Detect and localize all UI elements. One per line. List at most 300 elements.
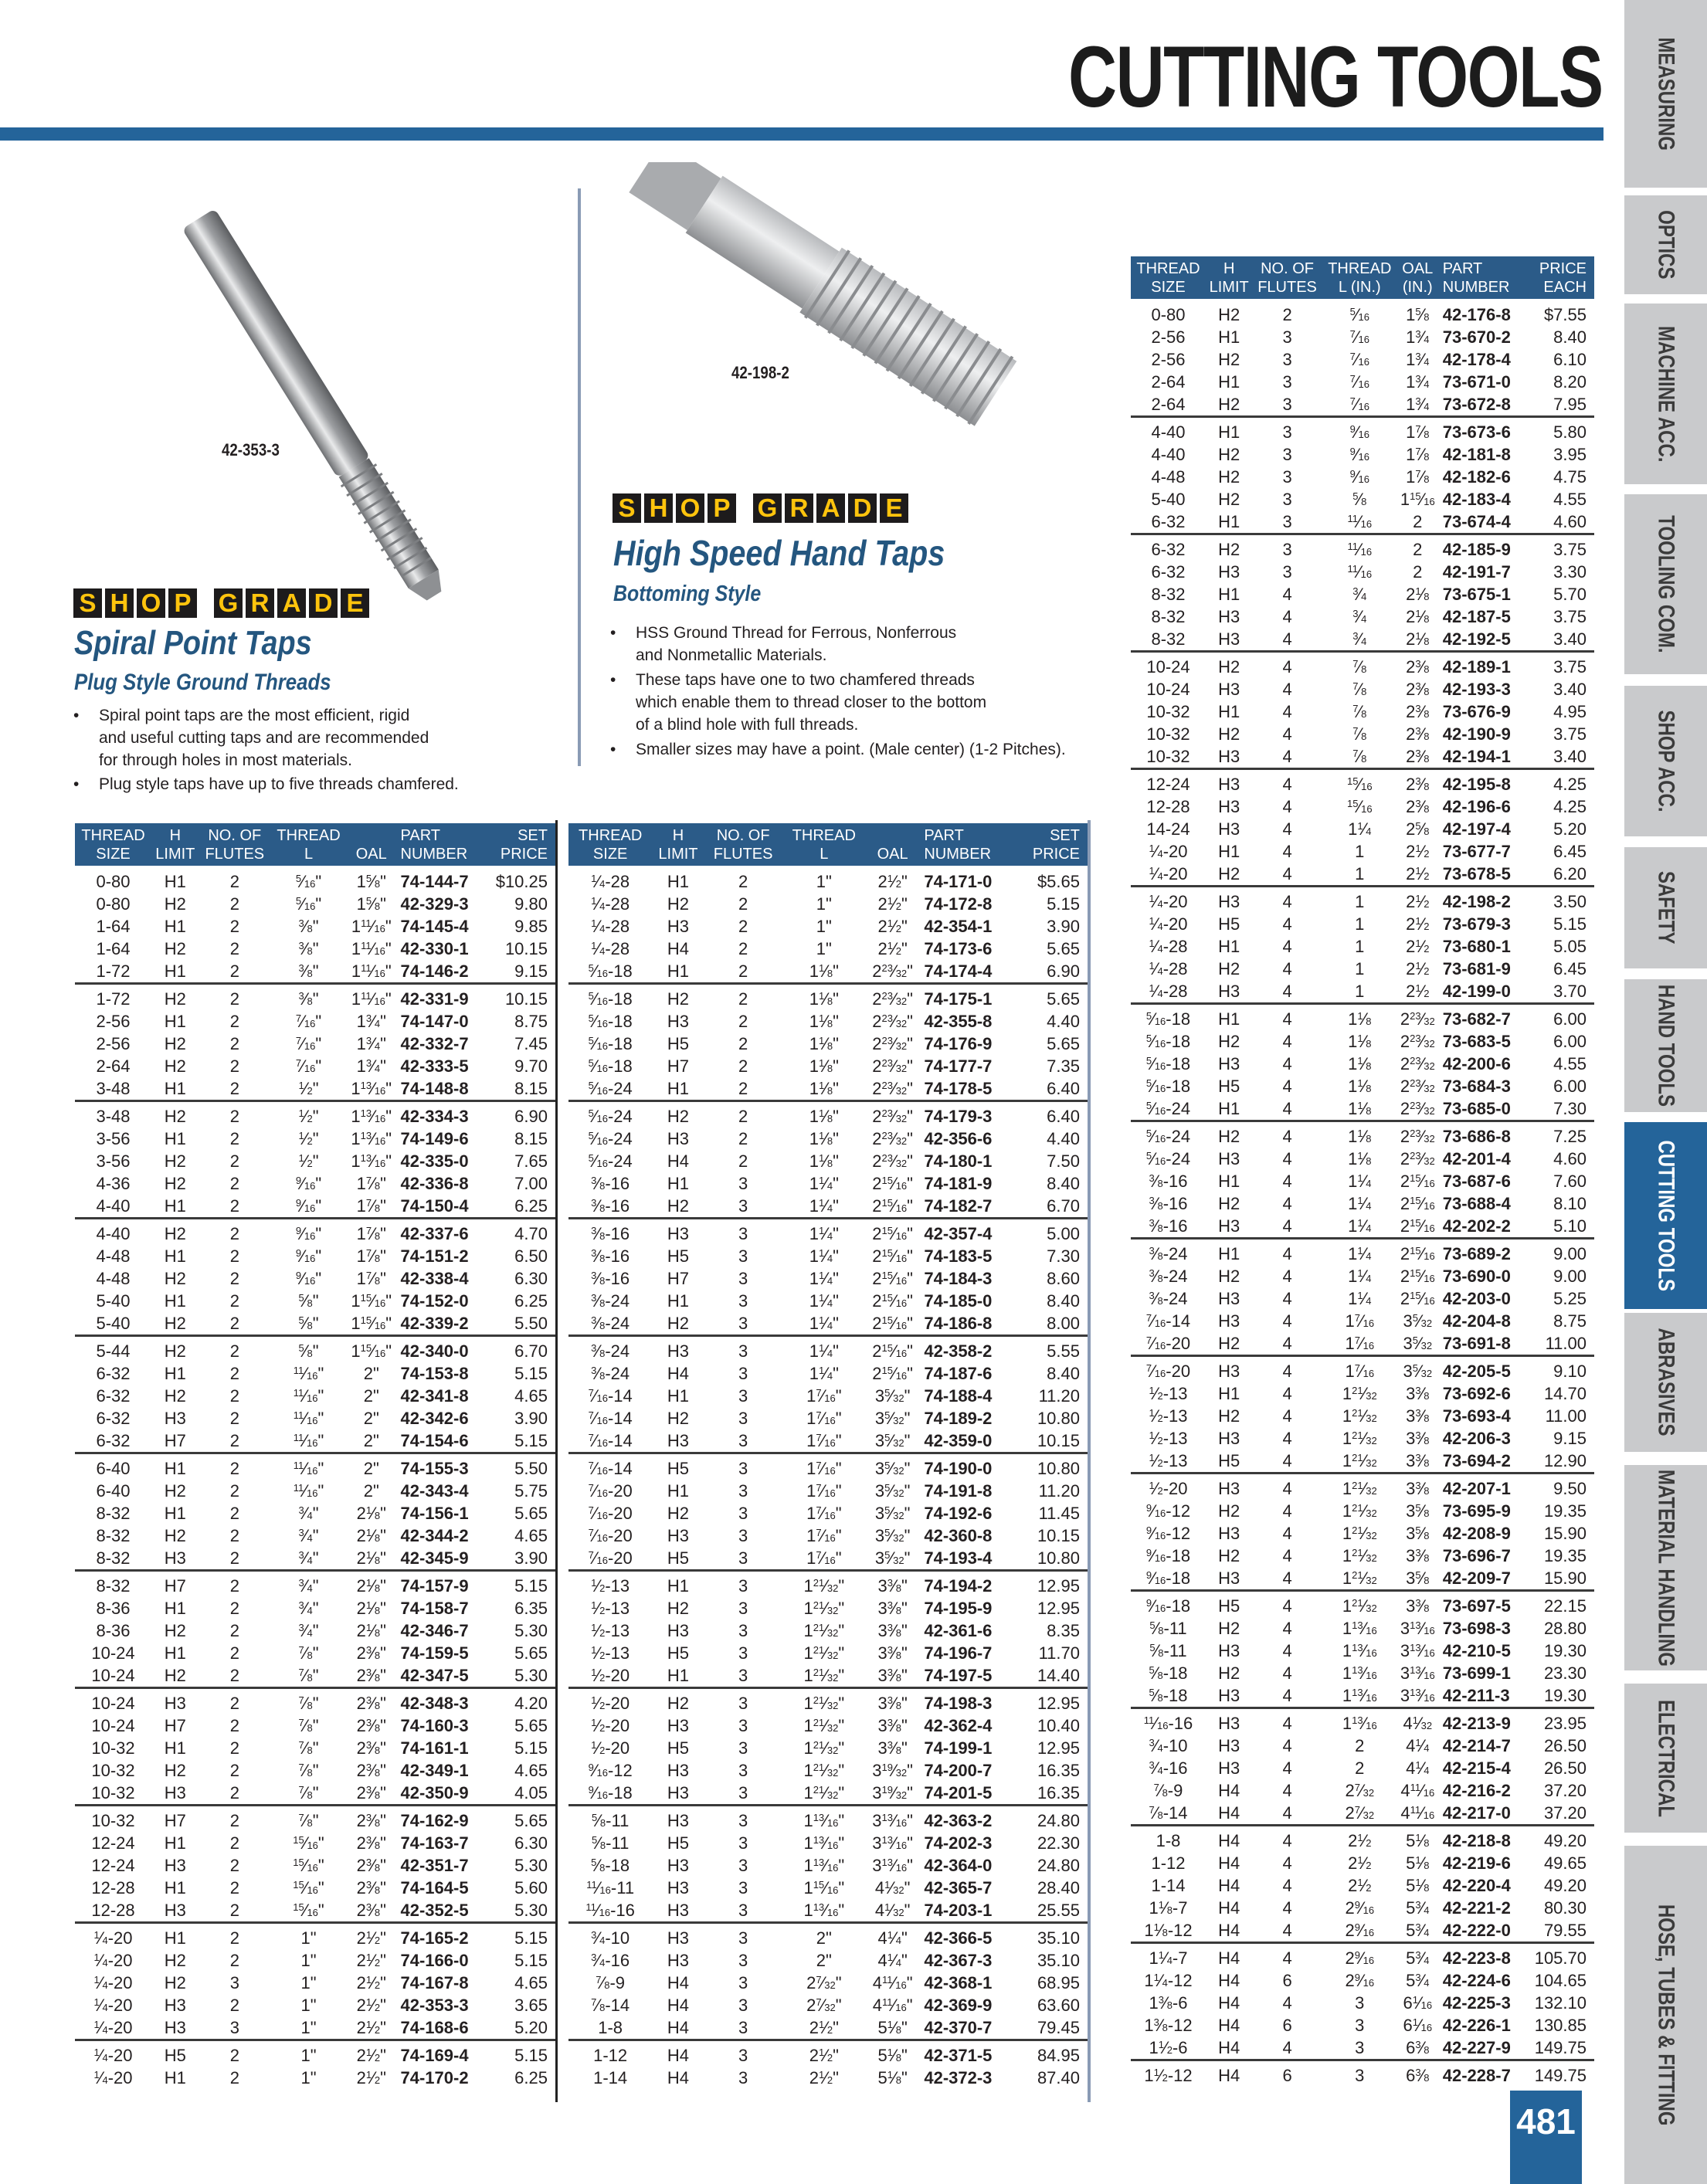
- table-row: [568, 1385, 1088, 1407]
- thread-size-cell: 10-32: [1146, 747, 1190, 766]
- side-tab-label: ABRASIVES: [1653, 1328, 1679, 1437]
- h-limit-cell: H4: [1206, 2060, 1252, 2087]
- thread-size-cell: $^3$⁄8-24: [1149, 1267, 1188, 1286]
- part-number-cell: 42-365-7: [924, 1878, 993, 1897]
- thread-size-cell: $^3$⁄4-10: [1149, 1736, 1188, 1755]
- flutes-cell: 3: [738, 1548, 748, 1568]
- oal-cell: $2^1⁄2$": [877, 939, 908, 958]
- side-tab-electrical[interactable]: [1624, 1684, 1707, 1833]
- oal-cell: $4^1⁄32$": [874, 1878, 911, 1897]
- h-limit-cell: H3: [667, 1129, 690, 1148]
- h-limit-cell: H1: [151, 1453, 199, 1480]
- price-cell: 11.20: [1038, 1386, 1080, 1406]
- table-row: [75, 1150, 555, 1172]
- price-cell: 5.30: [514, 1621, 548, 1640]
- table-row: [1131, 863, 1594, 887]
- column-header-line: PRICE: [1032, 846, 1080, 863]
- part-number-cell: 42-332-7: [400, 1034, 469, 1053]
- side-tab-hose-tubes-fitting[interactable]: [1624, 1846, 1707, 2184]
- table-row: [1131, 488, 1594, 510]
- h-limit-cell: H4: [667, 2068, 690, 2087]
- price-cell: 6.30: [514, 1269, 548, 1288]
- column-header: [1206, 256, 1252, 299]
- price-cell: 6.35: [514, 1599, 548, 1618]
- page-title: CUTTING TOOLS: [1068, 29, 1603, 125]
- table-row: [75, 866, 555, 893]
- flutes-cell: 4: [1282, 680, 1292, 699]
- part-number-cell: 42-198-2: [1438, 887, 1524, 914]
- part-number-cell: 42-213-9: [1438, 1708, 1524, 1735]
- price-cell: $10.25: [495, 872, 548, 891]
- thread-size-cell: 10-32: [75, 1806, 151, 1833]
- flutes-cell: 2: [199, 1336, 270, 1363]
- table-row: [568, 960, 1088, 984]
- h-limit-cell: H2: [164, 894, 186, 914]
- price-cell: 10.40: [1037, 1716, 1080, 1735]
- price-cell: 6.50: [514, 1246, 548, 1266]
- thread-size-cell: 6-32: [1151, 512, 1186, 531]
- badge-letter: D: [848, 493, 877, 523]
- h-limit-cell: H1: [164, 1643, 186, 1663]
- part-number-cell: 74-147-0: [400, 1012, 469, 1031]
- thread-size-cell: $^5$⁄16-18: [588, 1056, 633, 1076]
- h-limit-cell: H1: [164, 1291, 186, 1311]
- price-cell: 3.75: [1553, 607, 1587, 626]
- price-cell: 7.95: [1553, 395, 1587, 414]
- h-limit-cell: H1: [164, 1364, 186, 1383]
- thread-length-cell: $1^{21}⁄32$": [803, 1643, 845, 1663]
- price-cell: 8.75: [1553, 1311, 1587, 1331]
- flutes-cell: 4: [1282, 747, 1292, 766]
- thread-length-cell: $^7$⁄16": [295, 1056, 322, 1076]
- part-number-cell: 42-342-6: [400, 1409, 469, 1428]
- thread-size-cell: 10-24: [75, 1688, 151, 1715]
- flutes-cell: 4: [1282, 1501, 1292, 1521]
- flutes-cell: 4: [1282, 1451, 1292, 1470]
- price-cell: 8.20: [1553, 372, 1587, 392]
- thread-length-cell: $^7$⁄8: [1322, 652, 1397, 679]
- thread-length-cell: $1^1⁄8$: [1348, 1077, 1372, 1096]
- side-tab-cutting-tools[interactable]: [1624, 1122, 1707, 1309]
- thread-length-cell: $1^7⁄16$": [806, 1548, 842, 1568]
- thread-length-cell: $1^1⁄8$": [782, 1101, 866, 1128]
- oal-cell: $2^1⁄2$": [356, 1951, 386, 1970]
- column-header: [484, 823, 555, 866]
- h-limit-cell: H1: [667, 1079, 690, 1098]
- column-header-line: SIZE: [592, 846, 628, 863]
- thread-length-cell: $1^1⁄4$: [1348, 1194, 1372, 1213]
- table-row: [1131, 299, 1594, 326]
- thread-length-cell: $^{15}$⁄16: [1322, 769, 1397, 796]
- thread-size-cell: 4-48: [96, 1269, 131, 1288]
- price-cell: 5.15: [514, 1431, 548, 1450]
- thread-length-cell: $1^7⁄16$: [1345, 1334, 1375, 1353]
- part-number-cell: 73-681-9: [1442, 959, 1511, 978]
- h-limit-cell: H3: [667, 1431, 690, 1450]
- thread-length-cell: $^7$⁄16: [1349, 350, 1369, 369]
- thread-size-cell: $^7$⁄16-20: [588, 1481, 633, 1501]
- part-number-cell: 74-153-8: [400, 1364, 469, 1383]
- thread-length-cell: $1^1⁄8$": [809, 1012, 839, 1031]
- flutes-cell: 4: [1282, 1663, 1292, 1683]
- h-limit-cell: H2: [1218, 490, 1240, 509]
- table-row: [1131, 443, 1594, 466]
- thread-size-cell: $^1$⁄4-28: [1149, 937, 1188, 956]
- h-limit-cell: H3: [1206, 769, 1252, 796]
- part-number-cell: 74-149-6: [400, 1129, 469, 1148]
- side-tab-safety[interactable]: [1624, 847, 1707, 968]
- part-number-cell: 42-181-8: [1442, 445, 1511, 464]
- flutes-cell: 2: [199, 1219, 270, 1246]
- thread-size-cell: $^5$⁄16-24: [568, 1101, 652, 1128]
- h-limit-cell: H3: [1218, 1758, 1240, 1778]
- column-header: [866, 823, 919, 866]
- price-cell: 132.10: [1534, 1993, 1587, 2013]
- h-limit-cell: H2: [1206, 652, 1252, 679]
- h-limit-cell: H2: [1218, 864, 1240, 883]
- oal-cell: $2^{23}⁄32$: [1400, 1032, 1435, 1051]
- thread-length-cell: $^5$⁄8": [298, 1291, 319, 1311]
- oal-cell: $1^5⁄8$": [356, 872, 386, 891]
- thread-length-cell: $^9$⁄16": [295, 1246, 322, 1266]
- part-number-cell: 42-343-4: [400, 1481, 469, 1501]
- flutes-cell: 2: [229, 1481, 239, 1501]
- thread-size-cell: $^3$⁄8-24: [1131, 1239, 1206, 1266]
- flutes-cell: 2: [199, 1923, 270, 1950]
- h-limit-cell: H4: [667, 1151, 690, 1171]
- part-number-cell: 74-178-5: [924, 1079, 993, 1098]
- flutes-cell: 2: [704, 1101, 782, 1128]
- price-cell: 7.65: [514, 1151, 548, 1171]
- badge-letter: E: [880, 493, 908, 523]
- part-number-cell: 74-152-0: [400, 1291, 469, 1311]
- thread-size-cell: 4-40: [1131, 417, 1206, 444]
- side-tab-label: HOSE, TUBES & FITTING: [1653, 1904, 1679, 2126]
- thread-length-cell: $^1$⁄2": [298, 1129, 319, 1148]
- price-cell: 4.65: [514, 1526, 548, 1545]
- oal-cell: $3^5⁄8$: [1406, 1501, 1430, 1521]
- table-header-row: [568, 823, 1088, 866]
- oal-cell: $2^1⁄2$: [1406, 914, 1430, 934]
- side-tab-machine-acc[interactable]: [1624, 304, 1707, 484]
- table-row: [1131, 887, 1594, 914]
- price-cell: 5.20: [1553, 819, 1587, 839]
- thread-length-cell: $^3$⁄4": [298, 1621, 319, 1640]
- price-cell: 11.20: [1038, 1481, 1080, 1501]
- part-number-cell: 73-697-5: [1438, 1591, 1524, 1618]
- h-limit-cell: H3: [667, 1526, 690, 1545]
- table-row: [75, 1806, 555, 1833]
- part-number-cell: 42-362-4: [924, 1716, 993, 1735]
- thread-size-cell: $^3$⁄8-16: [591, 1246, 630, 1266]
- column-header-line: PART: [400, 827, 440, 844]
- thread-size-cell: $^7$⁄16-20: [588, 1526, 633, 1545]
- oal-cell: $2^1⁄2$": [877, 917, 908, 936]
- part-number-cell: 42-202-2: [1442, 1216, 1511, 1236]
- oal-cell: $4^1⁄32$": [874, 1901, 911, 1920]
- price-cell: 3.30: [1553, 562, 1587, 582]
- thread-length-cell: $1^{21}⁄32$": [803, 1783, 845, 1802]
- part-number-cell: 74-191-8: [924, 1481, 993, 1501]
- thread-size-cell: $^1$⁄4-20: [1131, 887, 1206, 914]
- thread-length-cell: $^1$⁄2": [270, 1101, 347, 1128]
- flutes-cell: 4: [1282, 937, 1292, 956]
- side-tab-measuring[interactable]: [1624, 0, 1707, 188]
- h-limit-cell: H2: [164, 939, 186, 958]
- thread-length-cell: $1^{21}⁄32$: [1342, 1568, 1377, 1588]
- flutes-cell: 2: [738, 1151, 748, 1171]
- part-number-cell: 74-167-8: [400, 1973, 469, 1992]
- flutes-cell: 4: [1282, 1781, 1292, 1800]
- flutes-cell: 3: [1282, 395, 1292, 414]
- table-row: [1131, 1897, 1594, 1919]
- h-limit-cell: H3: [164, 1901, 186, 1920]
- spiral-subtitle: Plug Style Ground Threads: [74, 670, 331, 695]
- oal-cell: $1^7⁄8$": [356, 1269, 386, 1288]
- oal-cell: $1^{15}⁄16$": [347, 1336, 395, 1363]
- thread-size-cell: $^3$⁄4-16: [591, 1951, 630, 1970]
- table-row: [568, 1453, 1088, 1480]
- oal-cell: $3^5⁄32$": [874, 1481, 911, 1501]
- part-number-cell: 42-210-5: [1442, 1641, 1511, 1660]
- thread-length-cell: 1": [300, 1951, 317, 1970]
- flutes-cell: 2: [738, 939, 748, 958]
- thread-length-cell: $^{11}$⁄16": [270, 1453, 347, 1480]
- h-limit-cell: H2: [667, 1314, 690, 1333]
- price-cell: 6.20: [1553, 864, 1587, 883]
- thread-length-cell: 1": [816, 939, 832, 958]
- header-rule: [0, 127, 1603, 141]
- thread-size-cell: $^1$⁄2-13: [1149, 1429, 1188, 1448]
- thread-length-cell: $^7$⁄8: [1352, 747, 1367, 766]
- thread-length-cell: $1^{13}⁄16$: [1342, 1619, 1377, 1638]
- price-cell: 14.40: [1037, 1666, 1080, 1685]
- part-number-cell: 42-366-5: [919, 1923, 1015, 1950]
- oal-cell: $2^1⁄2$": [877, 872, 908, 891]
- h-limit-cell: H3: [1218, 797, 1240, 816]
- price-cell: 5.20: [514, 2018, 548, 2037]
- h-limit-cell: H3: [652, 1806, 704, 1833]
- h-limit-cell: H1: [1206, 417, 1252, 444]
- flutes-cell: 4: [1282, 585, 1292, 604]
- part-number-cell: 42-345-9: [400, 1548, 469, 1568]
- side-tab-label: MACHINE ACC.: [1653, 325, 1679, 463]
- flutes-cell: 4: [1282, 797, 1292, 816]
- flutes-cell: 2: [229, 1314, 239, 1333]
- table-row: [1131, 1735, 1594, 1757]
- price-cell: 8.15: [514, 1129, 548, 1148]
- side-tab-material-handling[interactable]: [1624, 1465, 1707, 1670]
- table-row: [568, 1923, 1088, 1950]
- h-limit-cell: H1: [1218, 702, 1240, 721]
- flutes-cell: 2: [229, 1833, 239, 1853]
- flutes-cell: 4: [1282, 1194, 1292, 1213]
- price-cell: 10.80: [1015, 1453, 1088, 1480]
- h-limit-cell: H3: [1218, 607, 1240, 626]
- part-number-cell: 74-175-1: [919, 984, 1015, 1011]
- thread-length-cell: $1^1⁄4$: [1348, 1289, 1372, 1308]
- thread-size-cell: $^1$⁄4-28: [591, 917, 630, 936]
- h-limit-cell: H5: [667, 1643, 690, 1663]
- thread-length-cell: $^3$⁄4: [1352, 629, 1367, 649]
- oal-cell: $3^5⁄32$: [1397, 1356, 1438, 1383]
- oal-cell: $1^3⁄4$: [1406, 327, 1430, 347]
- hand-bullets: [610, 622, 1120, 761]
- h-limit-cell: H3: [1206, 887, 1252, 914]
- thread-length-cell: $^7$⁄8": [298, 1716, 319, 1735]
- part-number-cell: 42-189-1: [1438, 652, 1524, 679]
- h-limit-cell: H4: [1218, 1993, 1240, 2013]
- badge-letter: H: [105, 588, 134, 618]
- h-limit-cell: H2: [652, 1688, 704, 1715]
- part-number-cell: 74-202-3: [924, 1833, 993, 1853]
- h-limit-cell: H3: [164, 1783, 186, 1802]
- h-limit-cell: H1: [164, 961, 186, 981]
- oal-cell: $5^3⁄4$: [1406, 1921, 1430, 1940]
- table-row: [568, 1949, 1088, 1972]
- thread-size-cell: 1-8: [1131, 1826, 1206, 1853]
- oal-cell: $3^3⁄8$": [866, 1571, 919, 1598]
- side-tab-shop-acc[interactable]: [1624, 686, 1707, 836]
- table-row: [568, 1806, 1088, 1833]
- part-number-cell: 42-217-0: [1442, 1803, 1511, 1823]
- price-cell: 12.95: [1037, 1738, 1080, 1758]
- thread-size-cell: 1-14: [593, 2068, 628, 2087]
- thread-length-cell: $^9$⁄16": [295, 1269, 322, 1288]
- h-limit-cell: H2: [164, 1269, 186, 1288]
- flutes-cell: 3: [738, 1196, 748, 1216]
- table-row: [1131, 769, 1594, 796]
- thread-size-cell: $^5$⁄16-18: [568, 984, 652, 1011]
- h-limit-cell: H2: [151, 1101, 199, 1128]
- price-cell: 49.20: [1524, 1826, 1594, 1853]
- price-cell: 7.60: [1553, 1172, 1587, 1191]
- h-limit-cell: H1: [1218, 1384, 1240, 1403]
- part-number-cell: 74-177-7: [924, 1056, 993, 1076]
- table-row: [568, 1899, 1088, 1923]
- flutes-cell: 4: [1252, 887, 1322, 914]
- thread-length-cell: $^3$⁄8": [298, 961, 319, 981]
- price-cell: 4.95: [1553, 702, 1587, 721]
- price-cell: 5.70: [1553, 585, 1587, 604]
- oal-cell: $2^1⁄2$": [356, 1996, 386, 2015]
- table-row: [1131, 1450, 1594, 1474]
- table-row: [75, 1832, 555, 1854]
- thread-size-cell: $^9$⁄16-18: [1145, 1546, 1191, 1565]
- h-limit-cell: H3: [1206, 1356, 1252, 1383]
- h-limit-cell: H1: [1218, 1099, 1240, 1118]
- oal-cell: $2^{15}⁄16$: [1400, 1194, 1435, 1213]
- hand-tap-image: [618, 162, 1128, 502]
- flutes-cell: 4: [1252, 1943, 1322, 1970]
- thread-length-cell: $1^{13}⁄16$: [1342, 1641, 1377, 1660]
- part-number-cell: 73-694-2: [1442, 1451, 1511, 1470]
- thread-size-cell: $^3$⁄8-24: [591, 1291, 630, 1311]
- thread-size-cell: $^5$⁄16-18: [1145, 1077, 1191, 1096]
- flutes-cell: 3: [738, 1599, 748, 1618]
- oal-cell: 2": [363, 1481, 379, 1501]
- thread-size-cell: 1-72: [75, 984, 151, 1011]
- part-number-cell: 74-148-8: [400, 1079, 469, 1098]
- price-cell: 4.05: [514, 1783, 548, 1802]
- price-cell: 5.75: [514, 1481, 548, 1501]
- h-limit-cell: H3: [652, 1219, 704, 1246]
- part-number-cell: 42-356-6: [924, 1129, 993, 1148]
- flutes-cell: 4: [1282, 724, 1292, 744]
- table-row: [568, 1150, 1088, 1172]
- thread-size-cell: 5-40: [96, 1314, 131, 1333]
- thread-length-cell: $1^{21}⁄32$": [803, 1621, 845, 1640]
- thread-length-cell: $1^{13}⁄16$": [803, 1901, 845, 1920]
- flutes-cell: 4: [1282, 1267, 1292, 1286]
- flutes-cell: 3: [738, 1783, 748, 1802]
- thread-length-cell: $^9$⁄16": [270, 1219, 347, 1246]
- table-row: [1131, 935, 1594, 958]
- side-tab-optics[interactable]: [1624, 195, 1707, 294]
- oal-cell: $5^1⁄8$: [1406, 1853, 1430, 1873]
- thread-length-cell: $^3$⁄4": [298, 1599, 319, 1618]
- oal-cell: $3^5⁄32$": [874, 1504, 911, 1523]
- table-row: [568, 1312, 1088, 1336]
- thread-size-cell: $^3$⁄4-16: [1149, 1758, 1188, 1778]
- thread-size-cell: 12-28: [1146, 797, 1190, 816]
- side-tab-label: MATERIAL HANDLING: [1653, 1469, 1679, 1667]
- bullet-line: of a blind hole with full threads.: [636, 716, 859, 734]
- flutes-cell: 6: [1282, 2016, 1292, 2035]
- h-limit-cell: H2: [1218, 467, 1240, 487]
- column-header-line: OAL: [877, 846, 908, 863]
- thread-length-cell: $1^{21}⁄32$: [1342, 1451, 1377, 1470]
- h-limit-cell: H2: [652, 1101, 704, 1128]
- oal-cell: $2^3⁄8$: [1397, 652, 1438, 679]
- oal-cell: $2^3⁄8$": [356, 1783, 386, 1802]
- thread-length-cell: 1": [270, 1923, 347, 1950]
- table-row: [568, 984, 1088, 1011]
- h-limit-cell: H1: [164, 1738, 186, 1758]
- table-row: [1131, 818, 1594, 840]
- price-cell: 6.90: [1047, 961, 1080, 981]
- thread-size-cell: $^9$⁄16-18: [1131, 1591, 1206, 1618]
- table-row: [1131, 1943, 1594, 1970]
- side-tab-tooling-com[interactable]: [1624, 494, 1707, 674]
- flutes-cell: 3: [738, 1621, 748, 1640]
- oal-cell: $2^3⁄8$: [1406, 747, 1430, 766]
- part-number-cell: 74-194-2: [919, 1571, 1015, 1598]
- thread-size-cell: $^1$⁄2-13: [591, 1643, 630, 1663]
- flutes-cell: 4: [1282, 1524, 1292, 1543]
- thread-length-cell: $1^{21}⁄32$": [803, 1716, 845, 1735]
- oal-cell: $2^1⁄8$": [356, 1599, 386, 1618]
- badge-letter: A: [816, 493, 845, 523]
- h-limit-cell: H1: [667, 961, 690, 981]
- price-cell: 84.95: [1015, 2040, 1088, 2067]
- thread-length-cell: $1^1⁄4$": [809, 1291, 839, 1311]
- price-cell: 5.65: [1015, 984, 1088, 1011]
- price-cell: 5.15: [484, 1571, 555, 1598]
- oal-cell: $3^3⁄8$: [1397, 1591, 1438, 1618]
- oal-cell: $2^5⁄8$: [1406, 819, 1430, 839]
- oal-cell: $1^{13}⁄16$": [347, 1101, 395, 1128]
- side-tab-hand-tools[interactable]: [1624, 979, 1707, 1112]
- price-cell: 5.15: [514, 1738, 548, 1758]
- side-tab-abrasives[interactable]: [1624, 1313, 1707, 1452]
- oal-cell: $1^7⁄8$: [1406, 467, 1430, 487]
- thread-length-cell: 1": [816, 917, 832, 936]
- part-number-cell: 42-331-9: [396, 984, 484, 1011]
- table-row: [1131, 2036, 1594, 2060]
- price-cell: 9.50: [1524, 1474, 1594, 1501]
- oal-cell: $2^{23}⁄32$: [1400, 1077, 1435, 1096]
